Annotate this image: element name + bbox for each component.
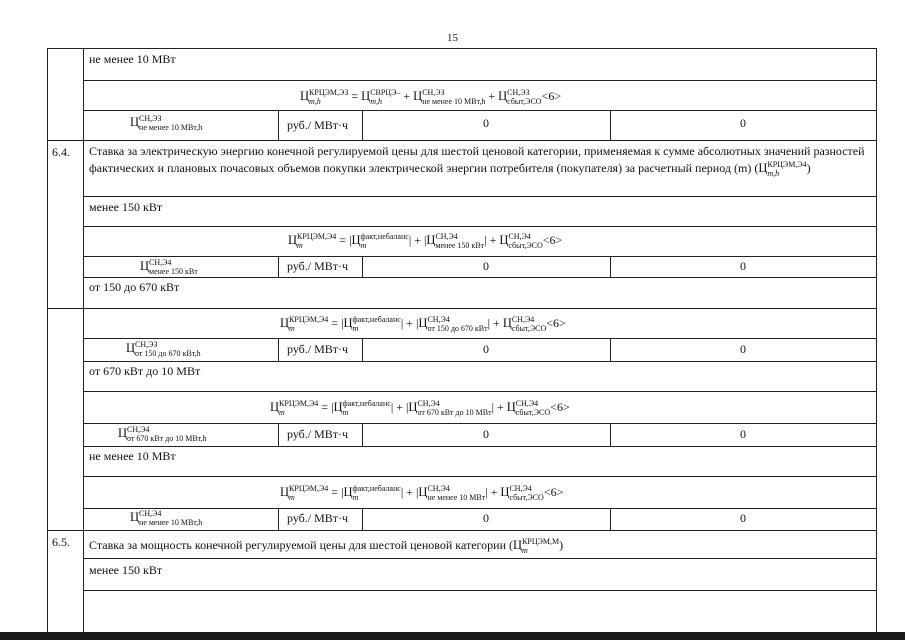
value-cell: 0 bbox=[740, 511, 746, 525]
value-cell: 0 bbox=[483, 116, 489, 130]
group-label: от 150 до 670 кВт bbox=[89, 280, 180, 294]
unit-cell: руб./ МВт·ч bbox=[287, 427, 349, 441]
value-cell: 0 bbox=[483, 342, 489, 356]
unit-cell: руб./ МВт·ч bbox=[287, 118, 349, 132]
rate-symbol: Ц СН,Э4 менее 150 кВт bbox=[140, 258, 198, 276]
page-number: 15 bbox=[447, 32, 458, 44]
rate-symbol: Ц СН,Э4 от 670 кВт до 10 МВт,h bbox=[118, 425, 207, 443]
rate-symbol: Ц СН,ЭЗ от 150 до 670 кВт,h bbox=[126, 340, 201, 358]
value-cell: 0 bbox=[740, 342, 746, 356]
value-cell: 0 bbox=[740, 259, 746, 273]
section-number: 6.5. bbox=[52, 535, 70, 549]
unit-cell: руб./ МВт·ч bbox=[287, 259, 349, 273]
rate-symbol: Ц СН,ЭЗ не менее 10 МВт,h bbox=[130, 114, 203, 132]
value-cell: 0 bbox=[483, 511, 489, 525]
unit-cell: руб./ МВт·ч bbox=[287, 511, 349, 525]
section-number: 6.4. bbox=[52, 145, 70, 159]
group-label: менее 150 кВт bbox=[89, 563, 163, 577]
unit-cell: руб./ МВт·ч bbox=[287, 342, 349, 356]
value-cell: 0 bbox=[740, 427, 746, 441]
formula-row: Ц КРЦЭМ,Э4 m = |Ц факт,небаланс m | + |Ц СН,Э4 от 670 кВт до 10 МВт | + Ц СН,Э4 сбыт,ЭСО <6> bbox=[270, 399, 570, 417]
section-title: Ставка за электрическую энергию конечной регулируемой цены для шестой ценовой категории, применяемая к сумме абсолютных значений разностей фактических и плановых почасовых объемов покупки электрической энергии потребителя (покупателя) за расчетный период (m) (Ц КРЦЭМ,Э4 m,h ) bbox=[89, 144, 865, 178]
group-label: менее 150 кВт bbox=[89, 200, 163, 214]
value-cell: 0 bbox=[483, 259, 489, 273]
value-cell: 0 bbox=[740, 116, 746, 130]
group-label: от 670 кВт до 10 МВт bbox=[89, 364, 201, 378]
group-label: не менее 10 МВт bbox=[89, 449, 176, 463]
formula-row: Ц КРЦЭМ,Э4 m = |Ц факт,небаланс m | + |Ц СН,Э4 от 150 до 670 кВт | + Ц СН,Э4 сбыт,ЭСО <6> bbox=[280, 315, 566, 333]
group-label: не менее 10 МВт bbox=[89, 52, 176, 66]
value-cell: 0 bbox=[483, 427, 489, 441]
scan-edge bbox=[0, 632, 905, 640]
section-title: Ставка за мощность конечной регулируемой цены для шестой ценовой категории (Ц КРЦЭМ,М m ) bbox=[89, 537, 564, 555]
formula-row: Ц КРЦЭМ,Э4 m = |Ц факт,небаланс m | + |Ц СН,Э4 не менее 10 МВт | + Ц СН,Э4 сбыт,ЭСО <6> bbox=[280, 484, 564, 502]
formula-row: Ц КРЦЭМ,Э4 m = |Ц факт,небаланс m | + |Ц СН,Э4 менее 150 кВт | + Ц СН,Э4 сбыт,ЭСО <6> bbox=[288, 232, 563, 250]
rate-symbol: Ц СН,Э4 не менее 10 МВт,h bbox=[130, 509, 203, 527]
formula-row: Ц КРЦЭМ,ЭЗ m,h = Ц СВРЦЭ– m,h + Ц СН,ЭЗ не менее 10 МВт,h + Ц СН,ЭЗ сбыт,ЭСО <6> bbox=[300, 88, 562, 106]
